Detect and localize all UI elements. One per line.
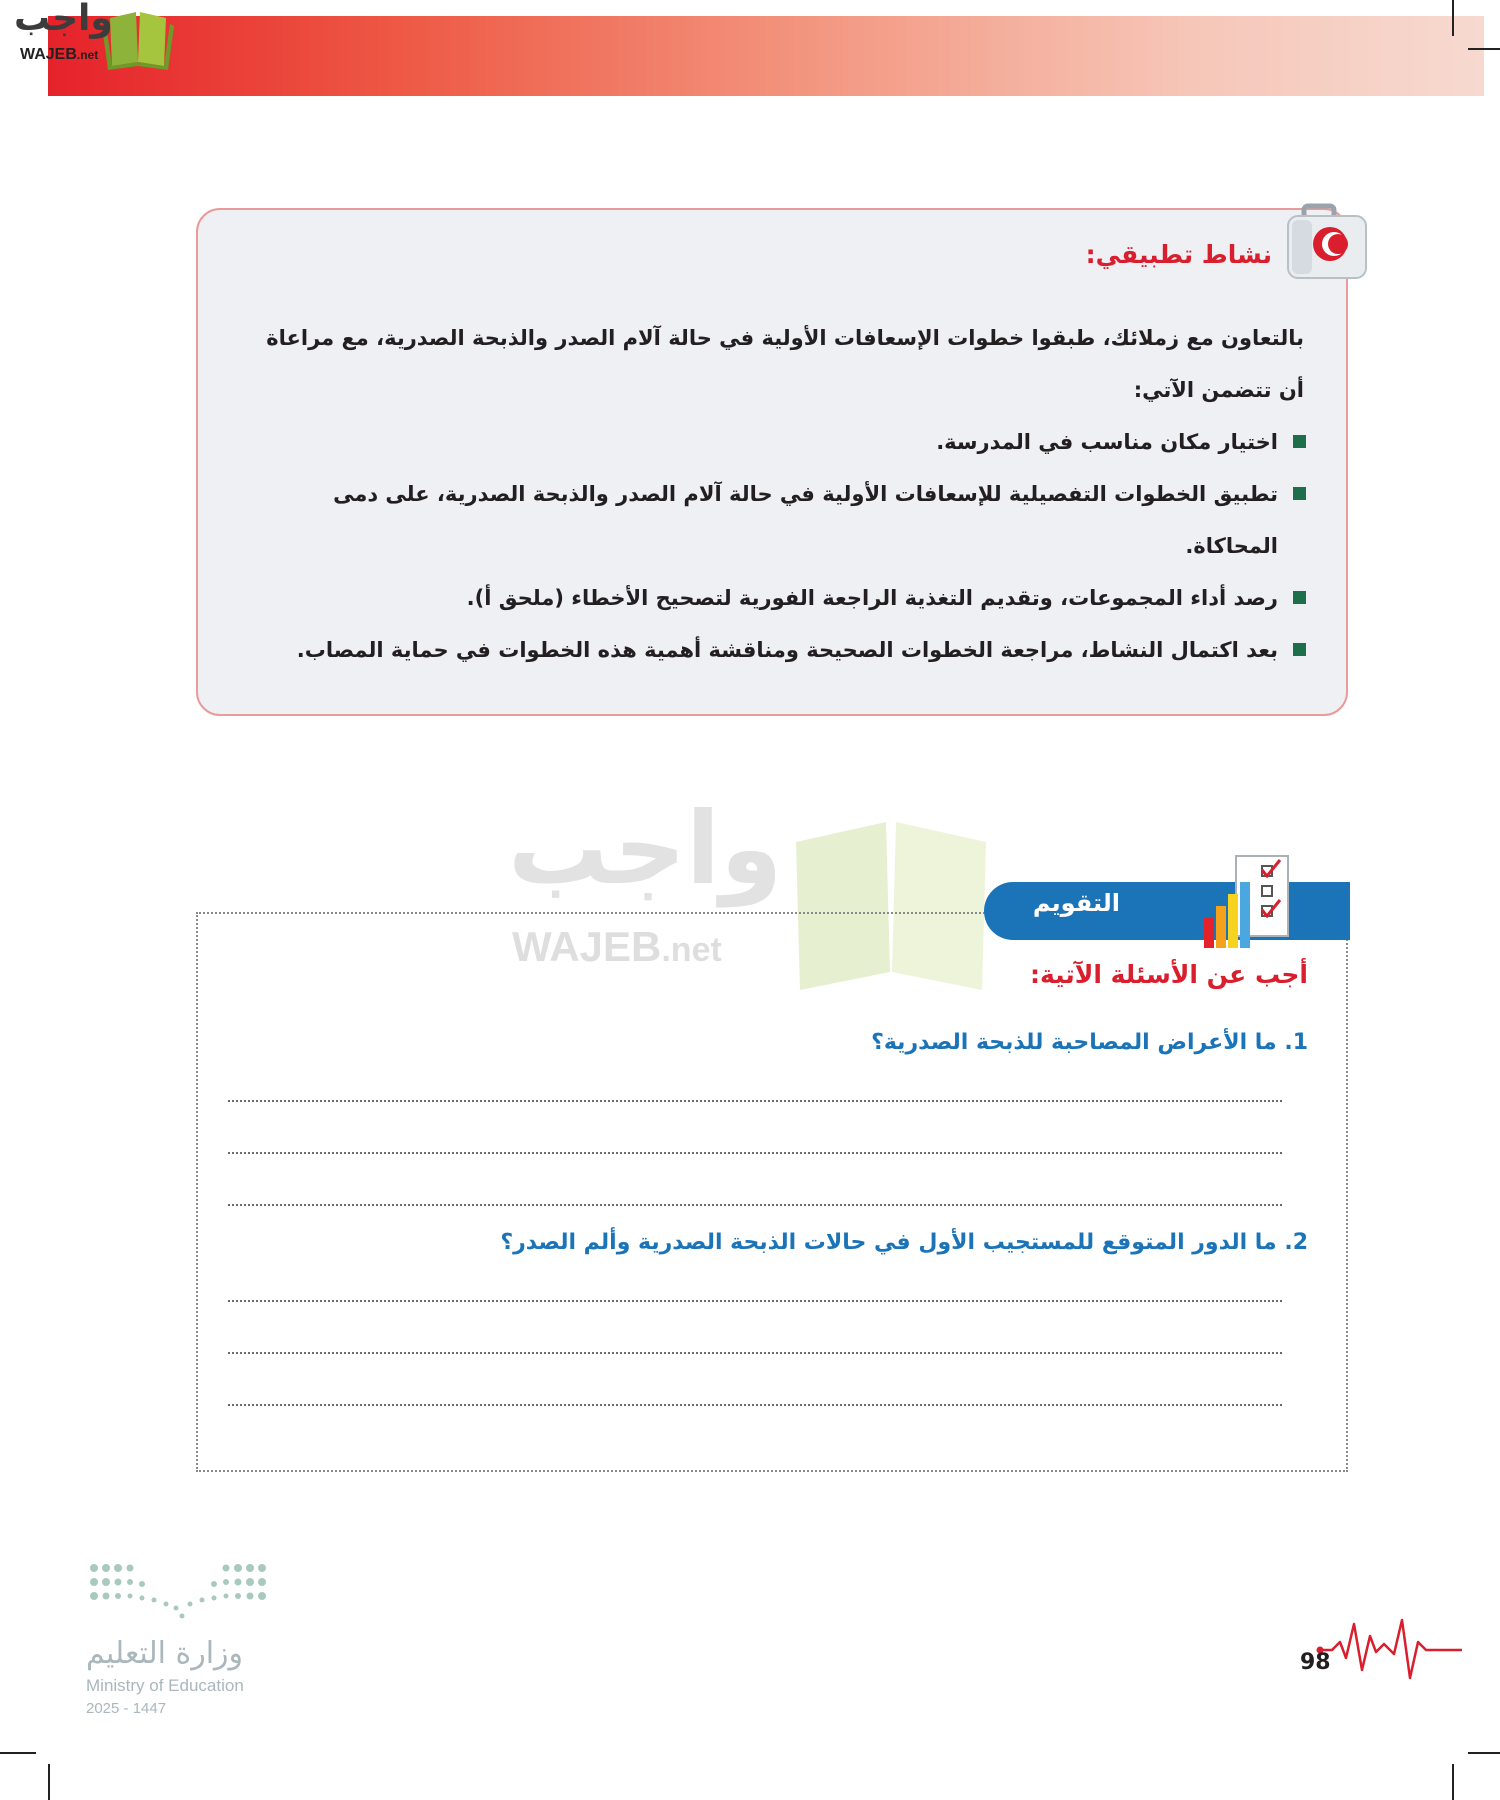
bullet-text: رصد أداء المجموعات، وتقديم التغذية الراجعة الفورية لتصحيح الأخطاء (ملحق أ). bbox=[466, 586, 1278, 610]
crop-mark bbox=[1452, 0, 1454, 36]
crop-mark bbox=[1452, 1764, 1454, 1800]
bullet-text: اختيار مكان مناسب في المدرسة. bbox=[936, 430, 1278, 454]
page-number: 98 bbox=[1300, 1650, 1331, 1675]
activity-intro-line2: أن تتضمن الآتي: bbox=[1133, 378, 1304, 402]
activity-bullet bbox=[333, 468, 1278, 520]
answer-line[interactable] bbox=[228, 1404, 1282, 1406]
wajeb-logo bbox=[8, 0, 193, 70]
bullet-square-icon bbox=[1293, 591, 1306, 604]
question-2: 2. ما الدور المتوقع للمستجيب الأول في حالات الذبحة الصدرية وألم الصدر؟ bbox=[500, 1230, 1308, 1255]
answer-line[interactable] bbox=[228, 1204, 1282, 1206]
first-aid-kit-icon bbox=[1282, 202, 1372, 286]
activity-bullet bbox=[936, 416, 1278, 468]
heartbeat-line-icon bbox=[1312, 1612, 1472, 1692]
crop-mark bbox=[0, 1752, 36, 1754]
crop-mark bbox=[1468, 48, 1500, 50]
activity-bullet bbox=[297, 624, 1278, 676]
watermark-latin-word: WAJEB bbox=[512, 923, 662, 970]
evaluation-instruction: أجب عن الأسئلة الآتية: bbox=[1029, 960, 1308, 989]
logo-latin bbox=[20, 44, 98, 64]
bullet-text: المحاكاة. bbox=[1185, 534, 1278, 558]
answer-line[interactable] bbox=[228, 1352, 1282, 1354]
logo-latin-word: WAJEB bbox=[20, 46, 77, 63]
question-1: 1. ما الأعراض المصاحبة للذبحة الصدرية؟ bbox=[871, 1030, 1308, 1055]
bullet-square-icon bbox=[1293, 487, 1306, 500]
answer-line[interactable] bbox=[228, 1300, 1282, 1302]
watermark-latin-suffix: .net bbox=[661, 931, 722, 969]
checklist-chart-icon bbox=[1200, 852, 1296, 952]
logo-latin-suffix: .net bbox=[76, 48, 99, 62]
bullet-square-icon bbox=[1293, 643, 1306, 656]
crop-mark bbox=[48, 1764, 50, 1800]
bullet-text: تطبيق الخطوات التفصيلية للإسعافات الأولية في حالة آلام الصدر والذبحة الصدرية، على دمى bbox=[333, 482, 1278, 506]
activity-bullet-continuation bbox=[1185, 520, 1278, 572]
watermark-arabic: واجب bbox=[508, 790, 783, 907]
answer-line[interactable] bbox=[228, 1152, 1282, 1154]
ministry-dots-logo-icon bbox=[86, 1560, 270, 1624]
answer-line[interactable] bbox=[228, 1100, 1282, 1102]
bullet-text: بعد اكتمال النشاط، مراجعة الخطوات الصحيحة ومناقشة أهمية هذه الخطوات في حماية المصاب. bbox=[296, 638, 1278, 662]
activity-title: نشاط تطبيقي: bbox=[1085, 240, 1272, 269]
evaluation-frame bbox=[196, 912, 1348, 1472]
ministry-year: 2025 - 1447 bbox=[86, 1700, 167, 1717]
evaluation-label: التقويم bbox=[1032, 889, 1120, 917]
crop-mark bbox=[1468, 1752, 1500, 1754]
activity-bullet bbox=[467, 572, 1278, 624]
header-band bbox=[48, 16, 1484, 96]
logo-arabic: واجب bbox=[14, 0, 113, 39]
activity-intro-line1: بالتعاون مع زملائك، طبقوا خطوات الإسعافات الأولية في حالة آلام الصدر والذبحة الصدرية، مع مراعاة bbox=[266, 326, 1304, 350]
ministry-name-arabic: وزارة التعليم bbox=[86, 1636, 244, 1671]
ministry-name-english: Ministry of Education bbox=[86, 1676, 244, 1695]
bullet-square-icon bbox=[1293, 435, 1306, 448]
